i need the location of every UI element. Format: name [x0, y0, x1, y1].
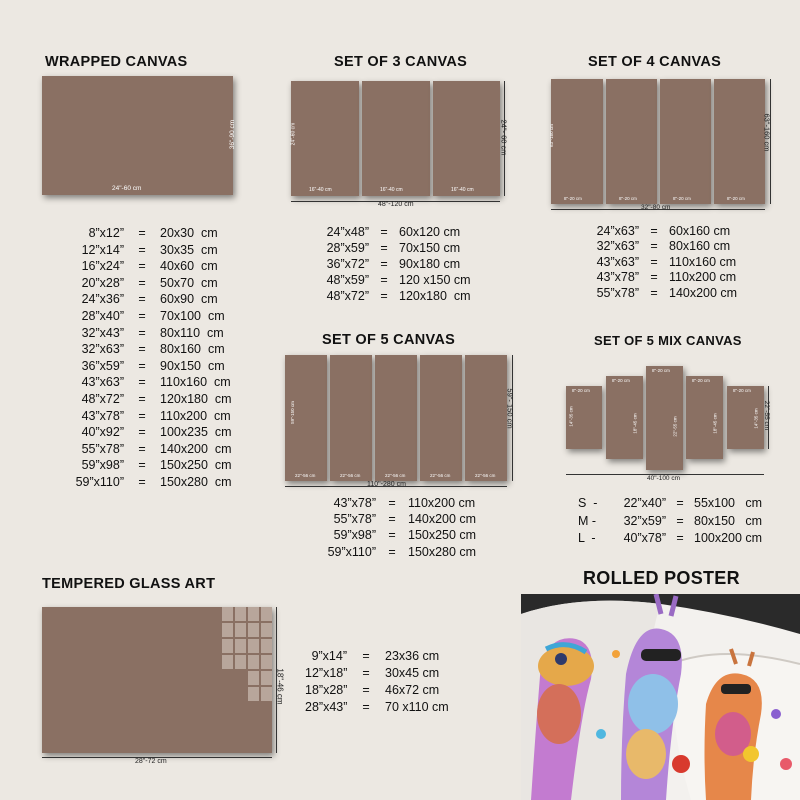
set3-panel-2 [362, 81, 430, 196]
set5-panel-label: 22"-56 cm [385, 473, 406, 478]
equals-sign: = [138, 391, 146, 406]
size-cm: 80x160 cm [669, 239, 731, 254]
mix5-size-row [578, 530, 762, 548]
mix5-top-label: 8"-20 cm [652, 368, 670, 373]
equals-sign: = [650, 254, 658, 269]
glass-reflection-cell [235, 623, 246, 637]
set4-size-row [591, 255, 737, 270]
glass-reflection-cell [222, 639, 233, 653]
size-inches: 32”x63” [81, 342, 124, 357]
set5-size-row [318, 511, 476, 527]
equals-sign: = [362, 649, 370, 663]
set4-panel-4 [714, 79, 765, 204]
set3-panel-1 [291, 81, 359, 196]
set5-panel-label: 22"-56 cm [340, 473, 361, 478]
glass-size-row [305, 648, 449, 665]
size-cm: 55x100 cm [694, 496, 763, 510]
set5-size-row [318, 527, 476, 543]
set5-size-list [318, 495, 476, 560]
size-inches: 59”x110” [327, 544, 376, 559]
size-inches: 43”x78” [596, 270, 639, 285]
set3-size-list [319, 224, 471, 304]
equals-sign: = [138, 408, 146, 423]
equals-sign: = [138, 259, 146, 274]
size-cm: 140x200 cm [160, 441, 232, 456]
size-cm: 70x150 cm [399, 241, 461, 255]
size-cm: 140x200 cm [408, 512, 477, 527]
wrapped-size-row [66, 225, 232, 242]
equals-sign: = [676, 531, 684, 545]
size-cm: 70 x110 cm [385, 700, 449, 714]
glass-size-row [305, 682, 449, 699]
size-inches: 32”x43” [81, 325, 124, 340]
wrapped-size-list [66, 225, 232, 491]
glass-size-row [305, 699, 449, 716]
mix5-width-label: 40"-100 cm [647, 475, 681, 482]
glass-reflection-cell [222, 623, 233, 637]
size-cm: 110x160 cm [669, 254, 737, 269]
wrapped-size-row [66, 441, 232, 458]
wrapped-size-row [66, 474, 232, 491]
set4-panel-label: 8"-20 cm [727, 196, 745, 201]
size-inches: 59”x98” [81, 458, 124, 473]
size-cm: 110x200 cm [160, 408, 231, 423]
set4-height-label: 63"-160 cm [762, 113, 772, 152]
mix5-panel-2 [606, 376, 643, 459]
set4-panel-label: 8"-20 cm [564, 196, 582, 201]
size-inches: 36”x72” [326, 257, 369, 271]
size-cm: 90x180 cm [399, 257, 461, 271]
equals-sign: = [650, 239, 658, 254]
size-inches: 28”x59” [326, 241, 369, 255]
size-inches: 8”x12” [88, 226, 124, 240]
mix5-panel-5 [727, 386, 764, 449]
glass-reflection-cell [235, 655, 246, 669]
size-inches: 40”x92” [81, 425, 124, 440]
equals-sign: = [388, 512, 396, 527]
equals-sign: = [650, 270, 658, 285]
size-cm: 100x235 cm [160, 425, 232, 440]
equals-sign: = [388, 544, 396, 559]
size-cm: 110x160 cm [160, 375, 231, 390]
set4-width-label: 32"-80 cm [641, 204, 671, 211]
set4-panel-1 [548, 79, 603, 204]
glass-size-list [305, 648, 449, 716]
size-inches: 28”x43” [305, 700, 348, 714]
equals-sign: = [676, 513, 684, 528]
glass-reflection-cell [261, 671, 272, 685]
mix5-side-label: 14"-35 cm [568, 406, 574, 427]
glass-reflection-cell [235, 607, 246, 621]
glass-reflection-cell [248, 671, 259, 685]
set5-height-label: 59"- 150 cm [505, 388, 515, 429]
glass-title: TEMPERED GLASS ART [42, 576, 216, 592]
set3-size-row [319, 256, 471, 272]
equals-sign: = [138, 474, 146, 489]
set4-panel-side-label: 63"-160 cm [548, 124, 554, 147]
set5-width-label: 110"-280 cm [367, 481, 406, 488]
wrapped-size-row [66, 258, 232, 275]
equals-sign: = [138, 308, 146, 323]
set4-title: SET OF 4 CANVAS [588, 54, 722, 70]
glass-reflection-cell [235, 639, 246, 653]
equals-sign: = [380, 273, 388, 287]
size-cm: 120x180 cm [160, 391, 232, 406]
set4-panel-2 [606, 79, 657, 204]
mix5-top-label: 8"-20 cm [612, 378, 630, 383]
size-inches: 43”x63” [81, 375, 124, 390]
glass-reflection-cell [248, 687, 259, 701]
set3-panel-label: 16"-40 cm [380, 187, 403, 193]
size-cm: 100x200 cm [694, 531, 763, 545]
equals-sign: = [138, 458, 146, 473]
equals-sign: = [388, 528, 396, 543]
poster-title: ROLLED POSTER [583, 568, 740, 588]
size-cm: 150x280 cm [408, 544, 477, 559]
size-inches: 16”x24” [81, 259, 124, 274]
set4-panel-3 [660, 79, 711, 204]
glass-reflection-cell [248, 655, 259, 669]
glass-reflection-cell [222, 607, 233, 621]
equals-sign: = [138, 325, 146, 340]
mix5-side-label: 22"-55 cm [672, 416, 678, 437]
set5-size-row [318, 544, 476, 560]
size-cm: 70x100 cm [160, 308, 225, 323]
size-inches: 28”x40” [81, 308, 124, 323]
wrapped-size-row [66, 275, 232, 292]
size-cm: 90x150 cm [160, 358, 225, 373]
glass-reflection-cell [222, 655, 233, 669]
mix5-top-label: 8"-20 cm [572, 388, 590, 393]
set5-panel-5 [465, 355, 507, 481]
mix5-side-label: 18"-45 cm [712, 413, 718, 434]
size-inches: 48”x72” [326, 289, 369, 303]
mix5-panel-1 [566, 386, 602, 449]
equals-sign: = [650, 285, 658, 300]
set3-size-row [319, 272, 471, 288]
size-inches: 22”x40” [623, 496, 666, 510]
glass-reflection-cell [261, 639, 272, 653]
size-code: M - [578, 513, 597, 528]
size-code: L - [578, 531, 596, 545]
set5-panel-side-label: 59"-150 cm [289, 401, 295, 424]
set5-panel-1 [285, 355, 327, 481]
wrapped-height-label: 36"-90 cm [228, 119, 236, 150]
size-inches: 43”x78” [81, 408, 124, 423]
size-cm: 80x160 cm [160, 342, 225, 357]
equals-sign: = [138, 226, 146, 240]
size-cm: 120 x150 cm [399, 273, 471, 287]
equals-sign: = [138, 242, 146, 257]
size-inches: 32”x59” [623, 513, 666, 528]
wrapped-size-row [66, 242, 232, 259]
size-cm: 46x72 cm [385, 683, 440, 697]
set5-panel-label: 22"-56 cm [430, 473, 451, 478]
wrapped-size-row [66, 325, 232, 342]
size-cm: 110x200 cm [408, 496, 476, 510]
glass-reflection-cell [248, 623, 259, 637]
set3-title: SET OF 3 CANVAS [334, 54, 468, 70]
set5-panel-label: 22"-56 cm [295, 473, 316, 478]
equals-sign: = [676, 496, 684, 510]
equals-sign: = [650, 224, 658, 238]
equals-sign: = [138, 292, 146, 307]
size-inches: 24”x36” [81, 292, 124, 307]
glass-reflection-cell [261, 655, 272, 669]
size-cm: 60x160 cm [669, 224, 731, 238]
set5-panel-2 [330, 355, 372, 481]
size-inches: 24”x48” [326, 225, 369, 239]
set4-size-row [591, 270, 737, 285]
equals-sign: = [380, 225, 388, 239]
glass-size-row [305, 665, 449, 682]
rolled-poster-image [521, 594, 800, 800]
set5-size-row [318, 495, 476, 511]
set5-panel-label: 22"-56 cm [475, 473, 496, 478]
set4-size-row [591, 224, 737, 239]
size-cm: 20x30 cm [160, 226, 218, 240]
size-inches: 55”x78” [81, 441, 124, 456]
wrapped-size-row [66, 457, 232, 474]
size-cm: 60x120 cm [399, 225, 461, 239]
set3-panel-3 [433, 81, 500, 196]
glass-reflection-cell [261, 687, 272, 701]
glass-panel [42, 607, 272, 753]
equals-sign: = [138, 425, 146, 440]
glass-reflection-cell [248, 607, 259, 621]
wrapped-canvas-panel [42, 76, 236, 195]
size-code: S - [578, 496, 598, 510]
mix5-top-label: 8"-20 cm [692, 378, 710, 383]
size-inches: 43”x78” [333, 496, 376, 510]
size-inches: 48”x72” [81, 391, 124, 406]
glass-height-label: 18"-46 cm [275, 668, 285, 705]
equals-sign: = [138, 375, 146, 390]
size-inches: 24”x63” [596, 224, 639, 238]
glass-width-label: 28"-72 cm [135, 758, 167, 765]
size-inches: 20”x28” [81, 275, 124, 290]
size-cm: 80x110 cm [160, 325, 224, 340]
set3-size-row [319, 224, 471, 240]
glass-reflection-cell [261, 623, 272, 637]
size-inches: 9”x14” [311, 649, 347, 663]
glass-reflection-cell [261, 607, 272, 621]
set3-size-row [319, 288, 471, 304]
size-inches: 59”x98” [333, 528, 376, 543]
mix5-size-row [578, 513, 762, 531]
size-inches: 59”x110” [75, 474, 124, 489]
wrapped-size-row [66, 308, 232, 325]
set3-width-label: 48"-120 cm [378, 201, 414, 208]
size-inches: 48”x59” [326, 273, 369, 287]
equals-sign: = [380, 257, 388, 271]
set4-panel-label: 8"-20 cm [619, 196, 637, 201]
glass-reflection-cell [248, 639, 259, 653]
size-inches: 40”x78” [623, 531, 666, 545]
size-cm: 60x90 cm [160, 292, 218, 307]
mix5-side-label: 14"-35 cm [753, 408, 759, 429]
set3-panel-label: 16"-40 cm [309, 187, 332, 193]
mix5-size-row [578, 495, 762, 513]
size-cm: 110x200 cm [669, 270, 737, 285]
size-inches: 43”x63” [596, 254, 639, 269]
size-inches: 55”x78” [333, 512, 376, 527]
wrapped-size-row [66, 408, 232, 425]
size-cm: 120x180 cm [399, 289, 471, 303]
equals-sign: = [362, 700, 370, 714]
set4-size-row [591, 286, 737, 301]
equals-sign: = [138, 342, 146, 357]
wrapped-size-row [66, 358, 232, 375]
set3-size-row [319, 240, 471, 256]
size-inches: 32”x63” [596, 239, 639, 254]
equals-sign: = [362, 666, 370, 680]
equals-sign: = [138, 358, 146, 373]
size-cm: 150x250 cm [160, 458, 232, 473]
equals-sign: = [362, 683, 370, 697]
set5-panel-4 [420, 355, 462, 481]
set3-panel-side-label: 24"-60 cm [290, 122, 297, 146]
equals-sign: = [380, 289, 388, 303]
size-cm: 140x200 cm [669, 285, 738, 300]
size-cm: 30x45 cm [385, 666, 440, 680]
size-inches: 12”x14” [81, 242, 124, 257]
wrapped-size-row [66, 391, 232, 408]
wrapped-size-row [66, 291, 232, 308]
set5-title: SET OF 5 CANVAS [322, 332, 456, 348]
set4-panel-label: 8"-20 cm [673, 196, 691, 201]
wrapped-canvas-title: WRAPPED CANVAS [45, 54, 188, 70]
equals-sign: = [138, 441, 146, 456]
mix5-panel-3 [646, 366, 683, 470]
mix5-top-label: 8"-20 cm [733, 388, 751, 393]
mix5-panel-4 [686, 376, 723, 459]
size-cm: 23x36 cm [385, 649, 440, 663]
set3-height-label: 24"- 60 cm [499, 119, 509, 156]
size-cm: 50x70 cm [160, 275, 218, 290]
size-inches: 36”x59” [81, 358, 124, 373]
equals-sign: = [380, 241, 388, 255]
size-cm: 30x35 cm [160, 242, 218, 257]
size-cm: 150x250 cm [408, 528, 477, 543]
wrapped-size-row [66, 341, 232, 358]
size-cm: 80x150 cm [694, 513, 763, 528]
size-cm: 40x60 cm [160, 259, 218, 274]
equals-sign: = [138, 275, 146, 290]
wrapped-width-label: 24"-60 cm [112, 185, 142, 192]
mix5-title: SET OF 5 MIX CANVAS [594, 333, 742, 348]
wrapped-size-row [66, 374, 232, 391]
mix5-size-list [578, 495, 762, 548]
mix5-side-label: 18"-45 cm [632, 413, 638, 434]
size-cm: 150x280 cm [160, 474, 232, 489]
equals-sign: = [388, 496, 396, 510]
set3-panel-label: 16"-40 cm [451, 187, 474, 193]
set5-panel-3 [375, 355, 417, 481]
size-inches: 12”x18” [305, 666, 348, 680]
size-inches: 18”x28” [305, 683, 348, 697]
set4-size-row [591, 239, 737, 254]
wrapped-size-row [66, 424, 232, 441]
size-inches: 55”x78” [596, 285, 639, 300]
mix5-height-label: 22"-55 cm [763, 400, 771, 431]
giraffe-poster-illustration [521, 594, 800, 800]
set4-size-list [591, 224, 737, 301]
